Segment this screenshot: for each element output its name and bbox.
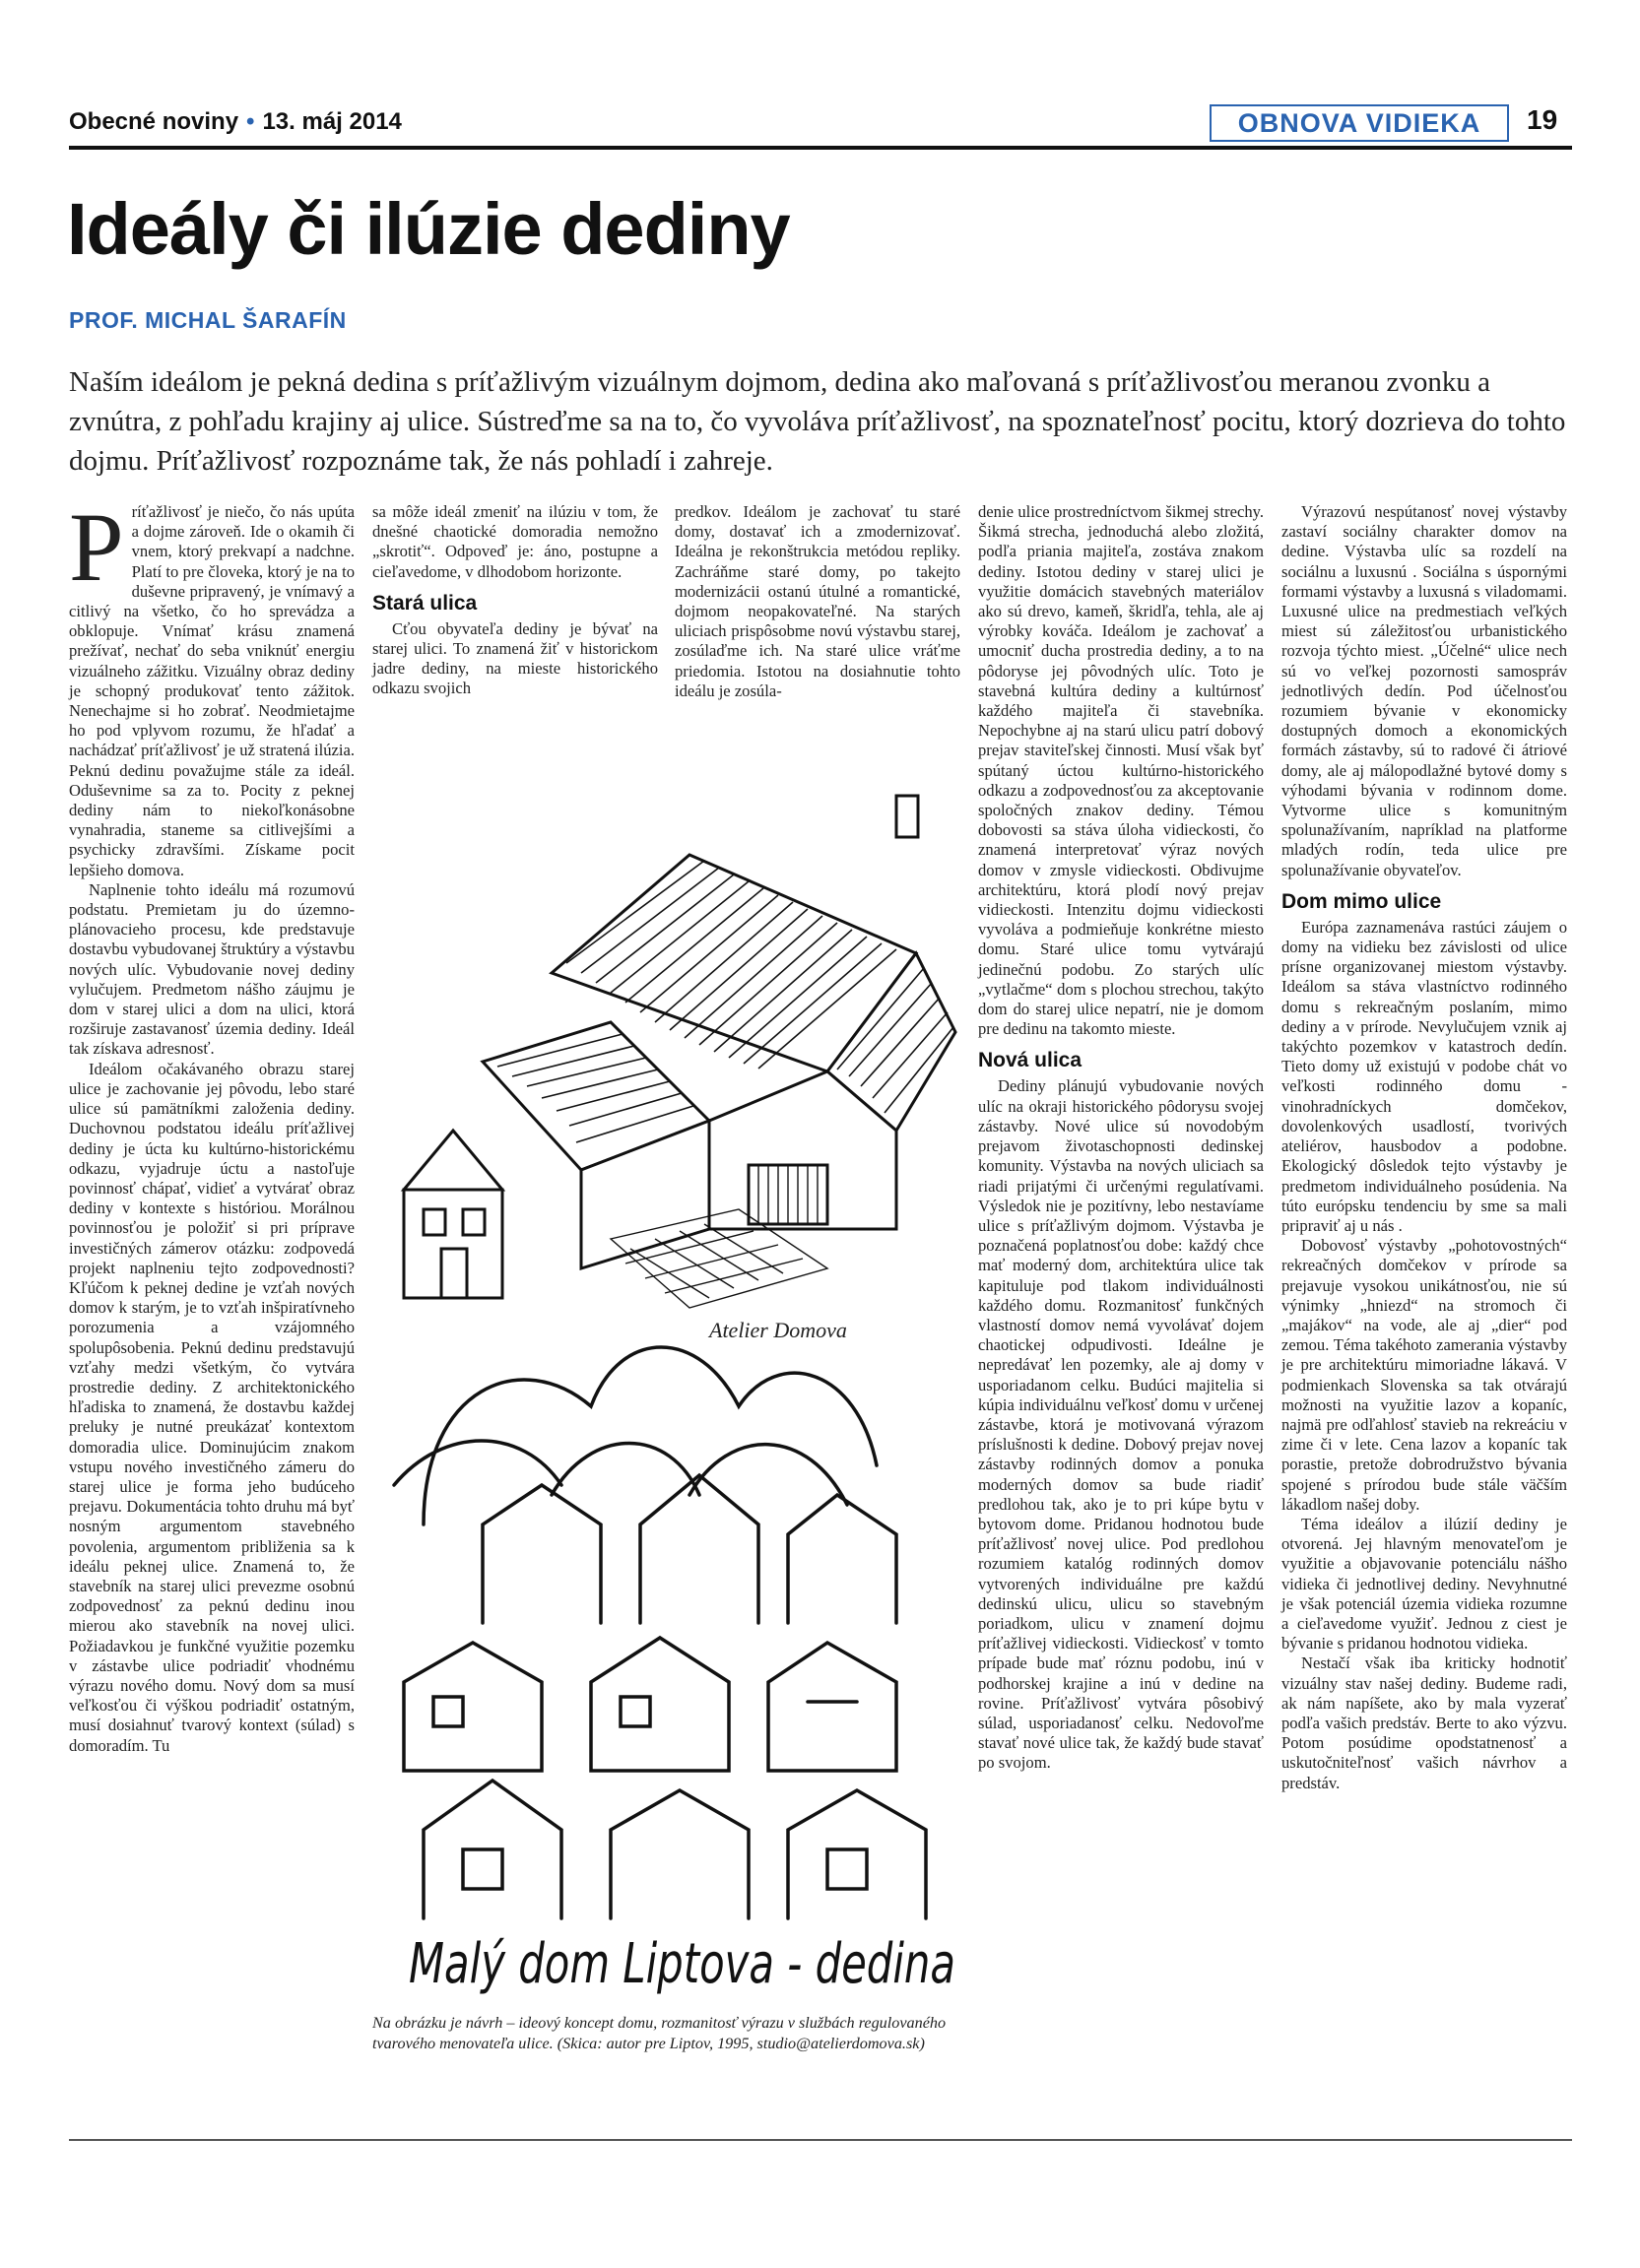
paragraph: Dediny plánujú vybudovanie nových ulíc na okraji historického pôdorysu svojej zástavby. Nové ulice sú novodobým prejavom životaschopnosti dedinskej komunity. Výstavba na nových uliciach sa riadi prijatými či určenými regulatívami. Výsledok nie je pozitívny, lebo nestavíame ulice s príťažlivým dojmom. Výstavba je poznačená poplatnosťou dobe: každý chce mať moderný dom, architektúra ulice tak kapituluje pod tlakom individuálnosti každého domu. Rozmanitosť funkčných vlastností domov nemá vyvolávať dojem chaotickej odpudivosti. Ideálne je nepredávať len pozemky, ale aj domy v usporiadanom celku. Budúci majitelia si kúpia individuálnu veľkosť domu v určenej zástavbe, ktorá je motivovaná výrazom príslušnosti k dedine. Dobový prejav novej zástavby rodinných domov a ponuka moderných domov sa bude riadiť predlohou tak, ako je to pri kúpe bytu v bytovom dome. Pridanou hodnotou bude príťažlivosť novej ulice. Pod predlohou rozumiem katalóg rodinných domov vytvorených individuálne pre každú dedinskú ulicu, ulicu so stavebným poriadkom, ulicu v znamení dojmu príťažlivej vidieckosti. Vidieckosť v tomto prípade bude mať róznu podobu, inú v podhorskej krajine a inú v dedine na rovine. Príťažlivosť vytvára pôsobivý súlad, usporiadanosť celku. Nedovoľme stavať nové ulice tak, že každý bude stavať po svojom. — [978, 1076, 1264, 1773]
isometric-house-drawing — [404, 796, 955, 1308]
column-1 — [69, 492, 355, 1756]
drop-cap: P — [69, 492, 124, 602]
issue-date: 13. máj 2014 — [262, 108, 402, 135]
column-4 — [978, 502, 1264, 1774]
header-rule — [69, 146, 1572, 150]
paragraph: sa môže ideál zmeniť na ilúziu v tom, že dnešné chaotické domoradia nemožno „skrotiť“. Odpoveď je: áno, postupne a cieľavedome, v dlhodobom horizonte. — [372, 502, 658, 581]
subheading-nova-ulica: Nová ulica — [978, 1049, 1082, 1072]
paragraph: predkov. Ideálom je zachovať tu staré domy, dostavať ich a zmodernizovať. Ideálna je rekonštrukcia metódou repliky. Zachráňme staré domy, po takejto modernizácii ostanú útulné a romantické, dojmom neopakovateľné. Na starých uliciach prispôsobme novú výstavbu starej, zosúlaďme ich. Na staré ulice vráťme priedomia. Istotou na dosiahnutie tohto ideálu je zosúla- — [675, 502, 960, 700]
sketch-handwritten-title: Malý dom Liptova - dedina — [409, 1932, 955, 1996]
paragraph: Dobovosť výstavby „pohotovostných“ rekreačných domčekov v prírode sa prejavuje vysokou unikátnosťou, nie sú výnimky „hniezd“ na stromoch či „majákov“ na vode, ale aj „dier“ pod zemou. Téma takéhoto zamerania výstavby je pre architektúru mimoriadne lákavá. V podmienkach Slovenska sa tak otvárajú možnosti na využitie lazov a kopaníc, najmä pre odľahlosť stavieb na rekreáciu v zime či v lete. Cena lazov a kopaníc tak porastie, pretože dobrodružstvo bývania spojené s prírodou bude stále väčším lákadlom našej doby. — [1281, 1236, 1567, 1514]
paragraph: Ideálom očakávaného obrazu starej ulice je zachovanie jej pôvodu, lebo staré ulice sú pamätníkmi založenia dediny. Duchovnou podstatou ideálu príťažlivej dediny je úcta ku kultúrno-historickému odkazu, vyjadruje úctu a nastoľuje povinnosť chápať, vidieť a vytvárať obraz dediny v kontexte s históriou. Morálnou povinnosťou je položiť si pri príprave investičných zámerov otázku: zodpovedá projekt naplneniu tejto zodpovednosti? Kľúčom k peknej dedine je vzťah nových domov k starým, je to vzťah inšpiratívneho porozumenia a vzájomného spolupôsobenia. Peknú dedinu predstavujú vzťahy medzi všetkým, čo vytvára prostredie dediny. Z architektonického hľadiska to znamená, že dostavbu každej preluky je nutné preukázať kontextom domoradia ulice. Dominujúcim znakom vstupu nového investičného zámeru do starej ulice je forma jeho budúceho prejavu. Dokumentácia tohto druhu má byť nosným argumentom stavebného povolenia, argumentom približenia sa k ideálu peknej ulice. Znamená to, že stavebník na starej ulici prevezme osobnú zodpovednosť za peknú dedinu inou mierou ako stavebník na novej ulici. Požiadavkou je funkčné využitie pozemku v zástavbe ulice podriadiť vhodnému výrazu nového domu. Nový dom sa musí veľkosťou či výškou podriadiť ostatným, musí dosiahnuť tvarový kontext (súlad) s domoradím. Tu — [69, 1059, 355, 1755]
house-sketch-illustration — [364, 776, 963, 2012]
figure-caption: Na obrázku je návrh – ideový koncept domu, rozmanitosť výrazu v službách regulovaného tvarového menovateľa ulice. (Skica: autor pre Liptov, 1995, studio@atelierdomova.sk) — [372, 2014, 947, 2052]
paragraph: denie ulice prostredníctvom šikmej strechy. Šikmá strecha, jednoduchá alebo zložitá, podľa priania majiteľa, zostáva znakom dediny. Istotou dediny v starej ulici je využitie domácich stavebných materiálov ako sú drevo, kameň, škridľa, tehla, ale aj výrobky kováča. Ideálom je zachovať a umocniť ducha prostredia dediny, a to na pôdoryse jej pôvodných ulíc. Toto je stavebná kultúra dediny a kultúrnosť každého majiteľa či stavebníka. Nepochybne aj na starú ulicu patrí dobový prejav staviteľskej činnosti. Musí však byť spútaný úctou kultúrno-historického odkazu a zodpovednosťou za akceptovanie spoločných znakov dediny. Témou dobovosti sa stáva úloha vidieckosti, čo znamená interpretovať výraz nových domov v zmysle vidieckosti. Obdivujme architektúru, ktorá plodí nový prejav vidieckosti. Intenzitu dojmu vidieckosti vyvoláva a podmieňuje konkrétne miesto domu. Staré ulice tomu vytvárajú jedinečnú podobu. Zo starých ulíc „vytlačme“ dom s plochou strechou, takýto dom do starej ulice nepatrí, nie je domom pre dedinu na takomto mieste. — [978, 502, 1264, 1039]
article-author: PROF. MICHAL ŠARAFÍN — [69, 307, 347, 333]
article-title: Ideály či ilúzie dediny — [67, 188, 790, 270]
footer-rule — [69, 2139, 1572, 2141]
column-3 — [675, 502, 960, 701]
separator-dot: • — [246, 108, 255, 135]
subheading-dom-mimo-ulice: Dom mimo ulice — [1281, 889, 1442, 913]
column-2 — [372, 502, 658, 699]
subheading-stara-ulica: Stará ulica — [372, 591, 478, 615]
paragraph: Európa zaznamenáva rastúci záujem o domy na vidieku bez závislosti od ulice prísne organizovanej miestom výstavby. Ideálom sa stáva vlastníctvo rodinného domu s rekreačným poslaním, mimo dediny a v prírode. Nevylučujem vznik aj takýchto pozemkov v katastroch dedín. Tieto domy už existujú v podobe chát vo veľkosti rodinného domu - vinohradníckych domčekov, dovolenkových usadlostí, tvorivých ateliérov, hausbodov a podobne. Ekologický dôsledok tejto výstavby je predmetom individuálneho posúdenia. Na túto európsku tendenciu by sme sa mali pripraviť aj u nás . — [1281, 917, 1567, 1235]
sketch-signature: Atelier Domova — [709, 1318, 847, 1342]
page-number: 19 — [1527, 104, 1558, 135]
lead-text: Naším ideálom je pekná dedina s príťažlivým vizuálnym dojmom, dedina ako maľovaná s príťažlivosťou meranou zvonku a zvnútra, z pohľadu krajiny aj ulice. Sústreďme sa na to, čo vyvoláva príťažlivosť, na spoznateľnosť pocitu, ktorý dozrieva do tohto dojmu. Príťažlivosť rozpoznáme tak, že nás pohladí i zahreje. — [69, 366, 1566, 477]
paragraph: Naplnenie tohto ideálu má rozumovú podstatu. Premietam ju do územno-plánovacieho procesu, kde predstavuje dostavbu vybudovanej štruktúry a výstavbu nových ulíc. Vybudovanie novej dediny vylučujem. Predmetom nášho záujmu je dom v starej ulici a dom na ulici, ktorá rozširuje zastavanosť územia dediny. Ideál tak získava adresnosť. — [69, 879, 355, 1059]
paragraph-text: ríťažlivosť je niečo, čo nás upúta a dojme zároveň. Ide o okamih či vnem, ktorý prekvapí a nadchne. Platí to pre človeka, ktorý je na to duševne pripravený, je vnímavý a citlivý na všetko, čo ho sprevádza a obklopuje. Vnímať krásu znamená prežívať, nechať do seba vniknúť energiu vizuálneho zážitku. Vizuálny obraz dediny je schopný produkovať tento zážitok. Nenechajme si ho zobrať. Neodmietajme ho pod vplyvom rozumu, že hľadať a nachádzať príťažlivosť je už stratená ilúzia. Peknú dedinu považujme stále za ideál. Oduševnime sa za to. Pocity z peknej dediny nám to niekoľkonásobne vynahradia, staneme sa citlivejšími a psychicky zdravšími. Získame pocit lepšieho domova. — [69, 502, 355, 879]
paragraph: Nestačí však iba kriticky hodnotiť vizuálny stav našej dediny. Budeme radi, ak nám napíšete, ako by mala vyzerať podľa vašich predstáv. Berte to ako výzvu. Potom posúdime opodstatnenosť a uskutočniteľnosť vašich návrhov a predstáv. — [1281, 1653, 1567, 1792]
paragraph — [69, 492, 355, 880]
paragraph: Výrazovú nespútanosť novej výstavby zastaví sociálny charakter domov na dedine. Výstavba ulíc sa rozdelí na sociálnu a luxusnú . Sociálna s úspornými formami výstavby a luxusná s viladomami. Luxusné ulice na predmestiach veľkých miest sú záležitosťou urbanistického rozvoja týchto miest. „Účelné“ ulice nech sú vo veľkej pozornosti samospráv jednotlivých dedín. Pod účelnosťou rozumiem bývanie v ekonomicky dostupných domoch a ekonomických formách zástavby, sú to radové či átriové domy, ale aj málopodlažné bytové domy s výhodami bývania v rodinnom dome. Vytvorme ulice s komunitným spolunažívaním, napríklad na platforme mladých rodín, teda ulice pre spolunažívanie obyvateľov. — [1281, 502, 1567, 879]
paper-name: Obecné noviny — [69, 108, 239, 135]
masthead — [69, 108, 402, 136]
paragraph: Téma ideálov a ilúzií dediny je otvorená. Jej hlavným menovateľom je využitie a objavovanie potenciálu nášho vidieka či jednotlivej dediny. Nevyhnutné je však potenciál územia vidieka rozumne a cieľavedome využiť. Jednou z ciest je bývanie s pridanou hodnotou vidieka. — [1281, 1514, 1567, 1653]
section-label: OBNOVA VIDIEKA — [1210, 104, 1509, 142]
article-lead — [69, 362, 1576, 481]
hand-drawn-houses-sketch — [394, 1347, 926, 1918]
column-5 — [1281, 502, 1567, 1793]
paragraph: Cťou obyvateľa dediny je bývať na starej ulici. To znamená žiť v historickom jadre dediny, na mieste historického odkazu svojich — [372, 618, 658, 698]
